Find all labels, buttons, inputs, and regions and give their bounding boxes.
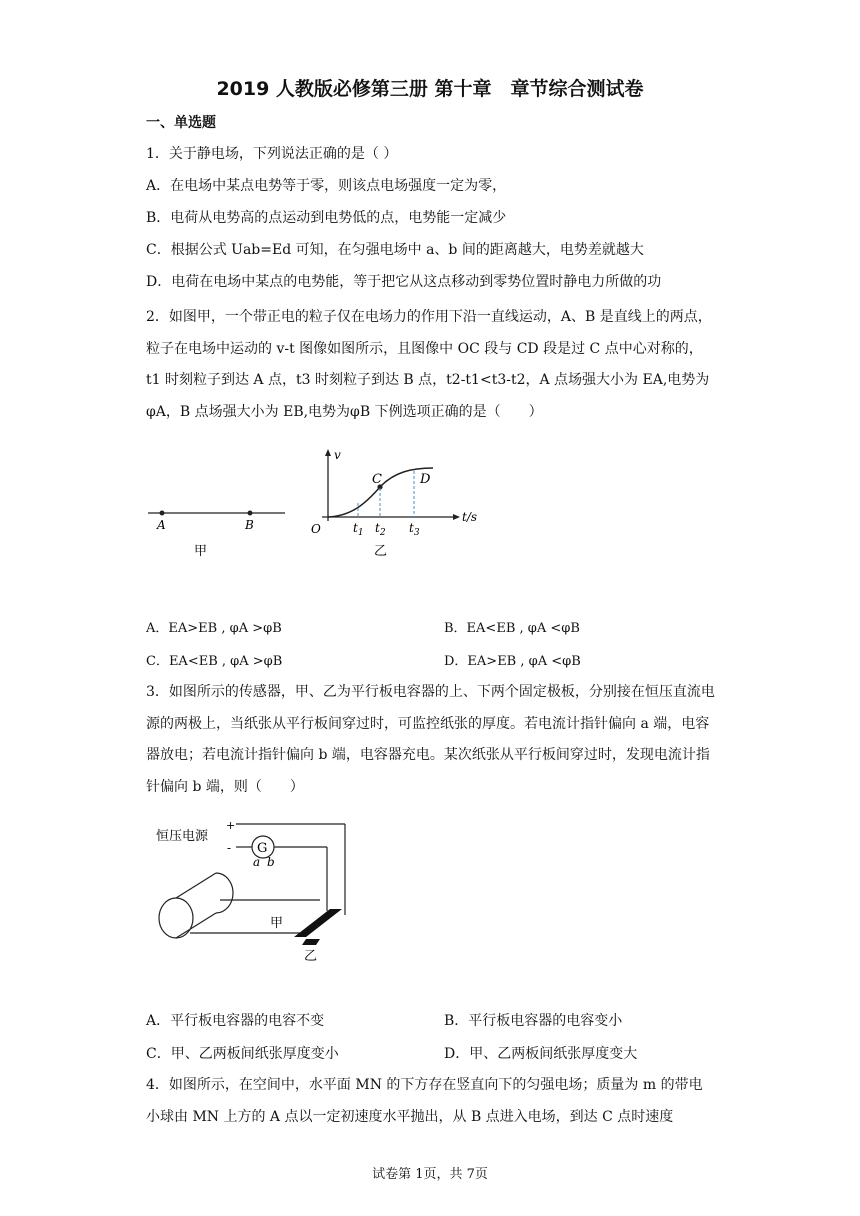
question-1-option-c[interactable]: C．根据公式 Uab=Ed 可知，在匀强电场中 a、b 间的距离越大，电势差就越大: [146, 242, 644, 258]
plate-jia-label: 甲: [270, 916, 284, 931]
page-title: 2019 人教版必修第三册 第十章 章节综合测试卷: [216, 78, 644, 100]
t-axis-label: t/s: [462, 510, 478, 524]
t2-label: $t_2$: [375, 521, 386, 538]
t-axis-arrow: [453, 514, 460, 520]
terminal-b-label: b: [267, 855, 275, 869]
plus-terminal: +: [226, 819, 236, 832]
label-b: B: [245, 518, 254, 532]
galvanometer-label: G: [257, 841, 268, 856]
question-2-option-b[interactable]: B．EA<EB , φA <φB: [444, 621, 580, 636]
question-3-figure: [150, 815, 360, 965]
origin-label: O: [311, 522, 321, 536]
question-1-option-d[interactable]: D．电荷在电场中某点的电势能，等于把它从这点移动到零势位置时静电力所做的功: [146, 274, 662, 290]
question-3-stem: 3．如图所示的传感器，甲、乙为平行板电容器的上、下两个固定极板，分别接在恒压直流电源的两极上，当纸张从平行板间穿过时，可监控纸张的厚度。若电流计指针偏向 a 端，电容器放电；若电流计指针偏向 b 端，电容器充电。某次纸张从平行板间穿过时，发现电流计指针偏向 b 端，则（ ）: [146, 684, 715, 795]
question-2-option-a[interactable]: A．EA>EB , φA >φB: [146, 621, 282, 636]
plate-yi: [302, 939, 320, 945]
question-3-option-a[interactable]: A．平行板电容器的电容不变: [146, 1013, 325, 1029]
label-a: A: [157, 518, 166, 532]
point-c-label: C: [372, 472, 382, 487]
roll-top-edge: [176, 873, 216, 898]
question-2-option-d[interactable]: D．EA>EB , φA <φB: [444, 654, 581, 669]
question-3-option-b[interactable]: B．平行板电容器的电容变小: [444, 1013, 623, 1029]
question-1-option-b[interactable]: B．电荷从电势高的点运动到电势低的点，电势能一定减少: [146, 210, 507, 226]
question-1-stem: 1．关于静电场，下列说法正确的是（ ）: [146, 146, 398, 162]
minus-terminal: -: [227, 841, 232, 855]
roll-back-edge: [216, 873, 233, 913]
terminal-a-label: a: [253, 855, 261, 869]
v-axis-label: v: [334, 448, 341, 462]
question-4-stem: 4．如图所示，在空间中，水平面 MN 的下方存在竖直向下的匀强电场；质量为 m 的带电小球由 MN 上方的 A 点以一定初速度水平抛出，从 B 点进入电场，到达 C 点时速度: [146, 1077, 703, 1125]
page-footer: 试卷第 1页，共 7页: [372, 1167, 488, 1182]
label-jia: 甲: [194, 544, 208, 559]
point-d-label: D: [420, 472, 431, 487]
point-b: [248, 511, 253, 516]
v-axis-arrow: [325, 449, 331, 456]
point-a: [160, 511, 165, 516]
question-1-option-a[interactable]: A．在电场中某点电势等于零，则该点电场强度一定为零，: [146, 178, 507, 194]
question-3-option-c[interactable]: C．甲、乙两板间纸张厚度变小: [146, 1046, 339, 1062]
section-heading: 一、单选题: [146, 115, 216, 131]
question-2-figure: [140, 445, 480, 565]
question-3-option-d[interactable]: D．甲、乙两板间纸张厚度变大: [444, 1046, 638, 1062]
t1-label: $t_1$: [353, 521, 364, 538]
plate-yi-label: 乙: [304, 949, 318, 964]
plate-jia: [294, 909, 342, 937]
paper-roll-end: [159, 898, 193, 938]
label-yi: 乙: [374, 544, 388, 559]
question-2-option-c[interactable]: C．EA<EB , φA >φB: [146, 654, 283, 669]
power-source-label: 恒压电源: [156, 829, 209, 844]
t3-label: $t_3$: [409, 521, 420, 538]
question-2-stem: 2．如图甲，一个带正电的粒子仅在电场力的作用下沿一直线运动，A、B 是直线上的两点，粒子在电场中运动的 v-t 图像如图所示，且图像中 OC 段与 CD 段是过 C 点中心对称的，t1 时刻粒子到达 A 点，t3 时刻粒子到达 B 点，t2-t1<t3-t2，A 点场强大小为 EA,电势为φA，B 点场强大小为 EB,电势为φB 下例选项正确的是（ ）: [146, 309, 712, 420]
